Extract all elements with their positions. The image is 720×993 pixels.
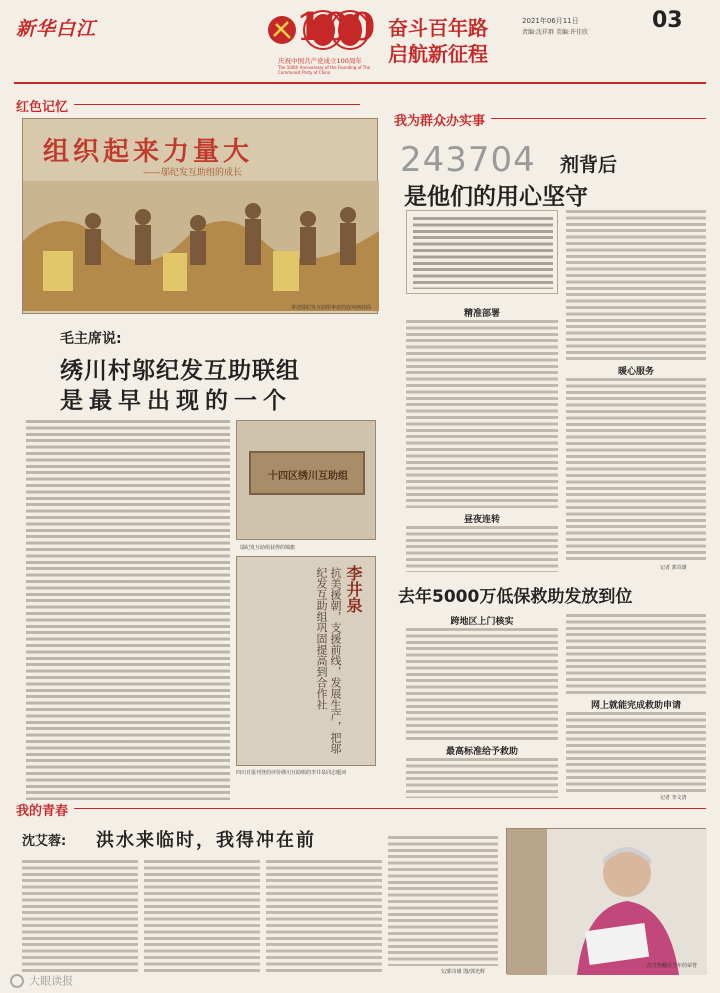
- headline-line-1: 绣川村邬纪发互助联组: [60, 358, 300, 384]
- text-placeholder: [388, 836, 498, 966]
- headline-subsidy: 去年5000万低保救助发放到位: [398, 587, 633, 607]
- text-placeholder: [406, 526, 558, 572]
- portrait-caption: 沈艾蓉翻看当年的荣誉: [646, 963, 697, 969]
- watermark: [10, 970, 73, 988]
- masthead-rule: [14, 82, 706, 84]
- text-placeholder: [406, 758, 558, 798]
- centenary-emblem: [260, 6, 375, 80]
- poster-illustration-icon: [23, 181, 379, 311]
- masthead: [0, 0, 720, 88]
- page-number: 03: [652, 8, 683, 33]
- byline-top: 记者 郭奇雄: [660, 565, 687, 571]
- poster-title: 组织起来力量大: [43, 137, 254, 167]
- text-placeholder: [566, 378, 706, 562]
- inscription-body: 抗美援朝，支援前线，发展生产，把邬纪发互助组巩固提高到合作社: [315, 567, 342, 754]
- subhead-cross-region: 跨地区上门核实: [450, 617, 514, 627]
- text-placeholder: [22, 860, 138, 972]
- inscription-image: [236, 556, 376, 766]
- feature-number: 243704: [400, 140, 536, 180]
- text-placeholder: [413, 217, 553, 289]
- bottom-headline: 洪水来临时，我得冲在前: [96, 830, 316, 851]
- section-header-rule: [16, 808, 706, 809]
- headline-kicker: 毛主席说:: [60, 331, 122, 347]
- flag-banner: [249, 451, 365, 495]
- editor-info: 责编:沈祥群 美编:许佳欣: [522, 29, 588, 36]
- subhead-warm-service: 暖心服务: [617, 367, 654, 377]
- bottom-person: 沈艾蓉:: [22, 834, 67, 849]
- centenary-text-cn: 庆祝中国共产党成立100周年: [278, 57, 362, 65]
- slogan-line-2: 启航新征程: [388, 42, 488, 66]
- byline-mid: 记者 李文清: [660, 795, 687, 801]
- section-header-youth: [16, 800, 706, 819]
- section-title: 红色记忆: [16, 96, 74, 115]
- section-header-red-memory: [16, 96, 360, 115]
- text-placeholder: [406, 628, 558, 740]
- text-placeholder: [144, 860, 260, 972]
- issue-date: 2021年06月11日: [522, 17, 579, 25]
- text-placeholder: [26, 420, 230, 800]
- text-placeholder: [266, 860, 382, 972]
- poster-image: [22, 118, 378, 314]
- centenary-number: 100: [296, 4, 376, 49]
- section-header-service: [394, 110, 706, 129]
- poster-subtitle: ——邬纪发互助组的成长: [143, 168, 243, 178]
- section-title: 我的青春: [16, 800, 74, 819]
- watermark-text: 大眼读报: [29, 974, 74, 988]
- flag-photo-caption: 邬纪发互助组获得的锦旗: [240, 545, 296, 551]
- subhead-online-apply: 网上就能完成救助申请: [590, 701, 681, 711]
- text-placeholder: [566, 210, 706, 360]
- byline-bottom: 文/郭奇雄 图/郭光辉: [440, 969, 485, 975]
- text-placeholder: [566, 712, 706, 792]
- article-body-left: [26, 420, 230, 800]
- flag-text: 十四区绣川互助组: [268, 471, 348, 482]
- inscription-head: 李井泉: [344, 565, 363, 613]
- subhead-precise-deploy: 精准部署: [463, 309, 500, 319]
- subhead-highest-standard: 最高标准给予救助: [445, 747, 518, 757]
- portrait-illustration-icon: [507, 829, 707, 975]
- section-title: 我为群众办实事: [394, 110, 491, 129]
- centenary-text-en: The 100th Anniversary of the Founding of The Communist Party of China: [278, 65, 371, 75]
- feature-number-suffix: 剂背后: [560, 154, 618, 176]
- portrait-photo: [506, 828, 706, 974]
- text-placeholder: [566, 614, 706, 694]
- poster-caption: 讲述邬纪发互助组事迹的连环画封面: [290, 305, 371, 311]
- feature-headline: 是他们的用心坚守: [404, 184, 588, 210]
- slogan-line-1: 奋斗百年路: [388, 16, 488, 40]
- inscription-caption: 四川日报刊登的评价绣川互助组的李井泉同志题词: [236, 770, 347, 776]
- headline-line-2: 是最早出现的一个: [60, 388, 292, 414]
- text-placeholder: [406, 320, 558, 508]
- paper-name-logo: 新华白江: [16, 18, 97, 40]
- subhead-day-night: 昼夜连转: [463, 515, 500, 525]
- flag-photo: [236, 420, 376, 540]
- watermark-logo-icon: [10, 974, 24, 988]
- lead-box: [406, 210, 558, 294]
